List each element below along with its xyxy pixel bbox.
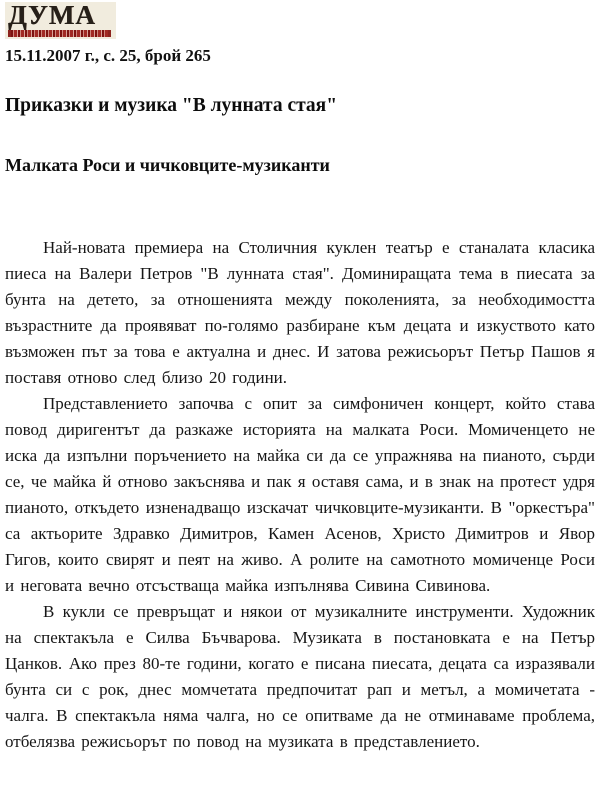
newspaper-logo-text: ДУМА xyxy=(8,0,96,30)
newspaper-logo xyxy=(5,2,116,39)
issue-dateline: 15.11.2007 г., с. 25, брой 265 xyxy=(5,46,211,65)
article-paragraph: Най-новата премиера на Столичния куклен театър е станалата класика пиеса на Валери Петров "В лунната стая". Доминиращата тема в пиесата за бунта на детето, за отношенията между поколенията, за необходимостта възрастните да проявяват по-голямо разбиране към децата и изкуството като възможен път за това е актуална и днес. И затова режисьорът Петър Пашов я поставя отново след близо 20 години. xyxy=(5,238,595,387)
logo-underline-bar xyxy=(8,30,111,37)
article-subtitle: Малката Роси и чичковците-музиканти xyxy=(5,155,330,175)
article-paragraph: В кукли се превръщат и някои от музикалните инструменти. Художник на спектакъла е Силва Бъчварова. Музиката в постановката е на Петър Цанков. Ако през 80-те години, когато е писана пиесата, децата са изразявали бунта си с рок, днес момчетата предпочитат рап и метъл, а момичетата - чалга. В спектакъла няма чалга, но се опитваме да не отминаваме проблема, отбелязва режисьорът по повод на музиката в представлението. xyxy=(5,602,595,751)
article-body xyxy=(5,235,595,755)
article-headline: Приказки и музика "В лунната стая" xyxy=(5,95,338,116)
article-paragraph: Представлението започва с опит за симфоничен концерт, който става повод диригентът да разкаже историята на малката Роси. Момиченцето не иска да изпълни поръчението на майка си да се упражнява на пианото, сърди се, че майка й отново закъснява и пак я оставя сама, и в знак на протест удря пианото, откъдето изненадващо изскачат чичковците-музиканти. В "оркестъра" са актьорите Здравко Димитров, Камен Асенов, Христо Димитров и Явор Гигов, които свирят и пеят на живо. А ролите на самотното момиченце Роси и неговата вечно отсъстваща майка изпълнява Сивина Сивинова. xyxy=(5,394,595,595)
